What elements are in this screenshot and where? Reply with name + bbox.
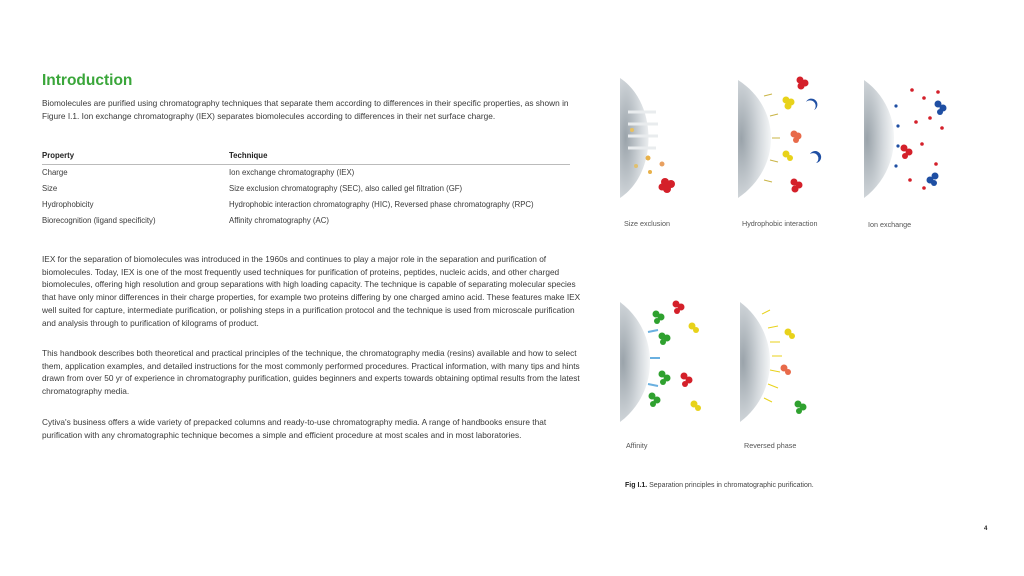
page-title: Introduction [42,72,133,89]
figure-caption-label: Fig I.1. [625,482,648,489]
body-paragraph-3: Cytiva's business offers a wide variety of prepacked columns and ready-to-use chromatography media. A range of handbooks ensure that purification with any chromatographic technique becomes a simple and efficient procedure at most scales and in most laboratories. [42,417,547,440]
table-cell-technique: Affinity chromatography (AC) [229,215,329,225]
table-row [42,212,570,228]
table-header-property: Property [42,150,229,164]
table-cell-property: Size [42,183,58,193]
figure-caption-text: Separation principles in chromatographic purification. [649,482,814,489]
body-paragraph-1: IEX for the separation of biomolecules was introduced in the 1960s and continues to play a major role in the separation and purification of biomolecules. Today, IEX is one of the most frequently used techniques for purification of proteins, peptides, nucleic acids, and other charged biomolecules, offering high resolution and group separations with high loading capacity. The technique is capable of separating molecular species that have only minor differences in their charge properties, for example two proteins differing by one charged amino acid. These features make IEX well suited for capture, intermediate purification, or polishing steps in a purification protocol and the technique is used from microscale purification and analysis through to purification of kilograms of product. [42,254,581,328]
size-exclusion-label: Size exclusion [624,219,670,228]
table-cell-property: Hydrophobicity [42,199,94,209]
reversed-phase-illustration [740,292,830,432]
ion-exchange-label: Ion exchange [868,220,912,229]
table-row [42,196,570,212]
table-cell-property: Biorecognition (ligand specificity) [42,215,156,225]
table-row [42,164,570,180]
table-cell-technique: Ion exchange chromatography (IEX) [229,167,355,177]
figure-caption [625,482,814,489]
hydrophobic-interaction-label: Hydrophobic interaction [742,219,818,228]
table-cell-technique: Hydrophobic interaction chromatography (HIC), Reversed phase chromatography (RPC) [229,199,534,209]
size-exclusion-illustration [620,68,710,208]
affinity-label: Affinity [626,441,648,450]
affinity-illustration [620,292,720,432]
page-number: 4 [984,526,988,532]
reversed-phase-label: Reversed phase [744,441,797,450]
table-cell-technique: Size exclusion chromatography (SEC), also called gel filtration (GF) [229,183,463,193]
hydrophobic-interaction-illustration [738,68,828,208]
body-paragraph-2: This handbook describes both theoretical and practical principles of the technique, the chromatography media (resins) available and how to select them, application examples, and detailed instructions for the most commonly performed procedures. Practical information, with many tips and hints drawn from over 50 yr of experience in chromatography purification, guides beginners and experts towards obtaining optimal results from the latest chromatography media. [42,348,580,397]
table-cell-property: Charge [42,167,68,177]
property-technique-table [42,150,570,228]
table-header-technique: Technique [229,150,570,164]
table-header-row [42,150,570,164]
table-row [42,180,570,196]
ion-exchange-illustration [864,68,954,208]
intro-paragraph: Biomolecules are purified using chromatography techniques that separate them according to differences in their specific properties, as shown in Figure I.1. Ion exchange chromatography (IEX) separates biomolecules according to differences in their net surface charge. [42,98,569,121]
